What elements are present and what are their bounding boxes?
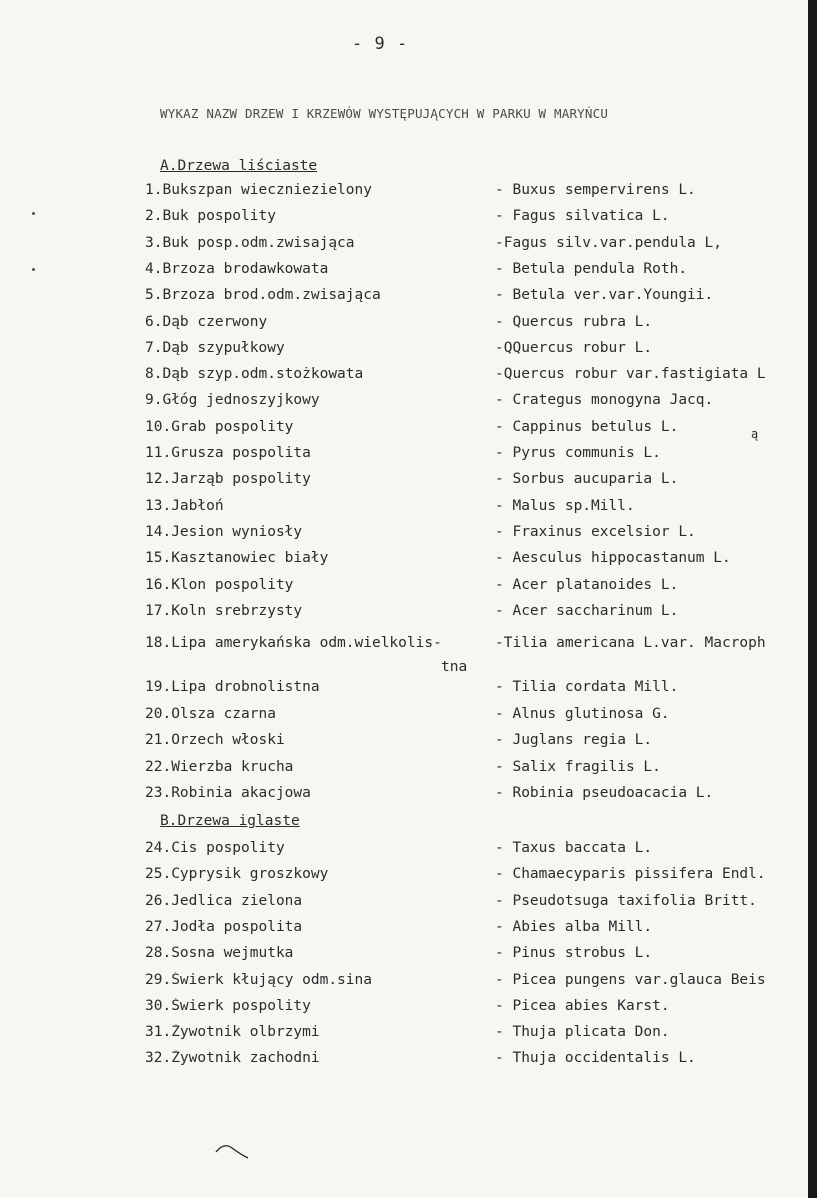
polish-name: 19.Lipa drobnolistna	[145, 679, 320, 695]
list-item	[145, 498, 808, 520]
list-item	[145, 679, 808, 701]
list-item	[145, 635, 808, 657]
polish-name: 22.Wierzba krucha	[145, 758, 294, 775]
latin-name: - Picea abies Karst.	[495, 997, 670, 1014]
document-heading: WYKAZ NAZW DRZEW I KRZEWÓW WYSTĘPUJĄCYCH W PARKU W MARYŃCU	[160, 106, 609, 121]
list-item	[145, 893, 808, 915]
latin-name: - Pseudotsuga taxifolia Britt.	[495, 892, 757, 909]
latin-name: - Alnus glutinosa G.	[495, 705, 670, 722]
latin-name: - Betula ver.var.Youngii.	[495, 287, 714, 304]
list-item	[145, 1050, 808, 1072]
latin-name: -Fagus silv.var.pendula L,	[495, 234, 722, 251]
polish-name: 16.Klon pospolity	[145, 576, 294, 593]
latin-name: - Quercus rubra L.	[495, 313, 653, 330]
polish-name: 13.Jabłoń	[145, 497, 224, 514]
polish-name: 10.Grab pospolity	[145, 418, 294, 435]
polish-name: 3.Buk posp.odm.zwisająca	[145, 234, 355, 251]
polish-name: 11.Grusza pospolita	[145, 445, 311, 461]
polish-name: 15.Kasztanowiec biały	[145, 550, 329, 567]
list-item	[145, 866, 808, 888]
latin-name: - Fraxinus excelsior L.	[495, 523, 696, 540]
section-title-deciduous: A.Drzewa liściaste	[160, 158, 318, 174]
polish-name: 14.Jesion wyniosły	[145, 523, 303, 540]
polish-name: 24.Cis pospolity	[145, 840, 285, 856]
polish-name: 32.Żywotnik zachodni	[145, 1050, 320, 1067]
latin-name: - Sorbus aucuparia L.	[495, 471, 679, 488]
list-item	[145, 1024, 808, 1046]
list-item	[145, 945, 808, 967]
polish-name: 9.Głóg jednoszyjkowy	[145, 392, 320, 409]
list-item	[145, 366, 808, 388]
polish-name: 12.Jarząb pospolity	[145, 471, 311, 488]
polish-name: 29.Świerk kłujący odm.sina	[145, 971, 372, 988]
list-item	[145, 706, 808, 728]
latin-name: - Acer saccharinum L.	[495, 602, 679, 619]
latin-name: - Robinia pseudoacacia L.	[495, 785, 714, 802]
list-item	[145, 972, 808, 994]
latin-name: - Juglans regia L.	[495, 732, 653, 749]
list-item	[145, 419, 808, 441]
latin-name: - Taxus baccata L.	[495, 840, 653, 856]
polish-name: 21.Orzech włoski	[145, 732, 285, 749]
latin-name: - Malus sp.Mill.	[495, 497, 635, 514]
latin-name: - Crategus monogyna Jacq.	[495, 392, 714, 409]
list-item	[145, 759, 808, 781]
list-item	[145, 919, 808, 941]
polish-name: 26.Jedlica zielona	[145, 892, 303, 909]
polish-name: 31.Żywotnik olbrzymi	[145, 1024, 320, 1041]
latin-name: - Thuja plicata Don.	[495, 1024, 670, 1041]
latin-name: - Pyrus communis L.	[495, 445, 661, 461]
latin-name: - Pinus strobus L.	[495, 945, 653, 962]
latin-name: - Acer platanoides L.	[495, 576, 679, 593]
latin-name: - Buxus sempervirens L.	[495, 182, 696, 198]
polish-name: 25.Cyprysik groszkowy	[145, 866, 329, 883]
item-18-continuation: tna	[441, 659, 468, 675]
polish-name: 4.Brzoza brodawkowata	[145, 260, 329, 277]
polish-name: 18.Lipa amerykańska odm.wielkolis-	[145, 635, 442, 651]
list-item	[145, 524, 808, 546]
page-number: - 9 -	[352, 34, 409, 54]
margin-mark: ą	[751, 427, 759, 441]
polish-name: 7.Dąb szypułkowy	[145, 339, 285, 356]
latin-name: -QQuercus robur L.	[495, 339, 653, 356]
list-item	[145, 550, 808, 572]
list-item	[145, 235, 808, 257]
latin-name: -Tilia americana L.var. Macroph	[495, 635, 766, 651]
polish-name: 2.Buk pospolity	[145, 208, 276, 225]
list-item	[145, 261, 808, 283]
list-item	[145, 182, 808, 204]
handwritten-stroke	[214, 1140, 250, 1162]
polish-name: 30.Świerk pospolity	[145, 997, 311, 1014]
latin-name: - Salix fragilis L.	[495, 758, 661, 775]
latin-name: - Tilia cordata Mill.	[495, 679, 679, 695]
polish-name: 5.Brzoza brod.odm.zwisająca	[145, 287, 381, 304]
latin-name: - Abies alba Mill.	[495, 918, 653, 935]
list-item	[145, 577, 808, 599]
list-item	[145, 732, 808, 754]
polish-name: 17.Koln srebrzysty	[145, 602, 303, 619]
list-item	[145, 287, 808, 309]
margin-dot	[32, 268, 35, 271]
list-item	[145, 314, 808, 336]
latin-name: - Thuja occidentalis L.	[495, 1050, 696, 1067]
latin-name: - Picea pungens var.glauca Beis	[495, 971, 766, 988]
polish-name: 8.Dąb szyp.odm.stożkowata	[145, 366, 364, 383]
list-item	[145, 445, 808, 467]
section-title-coniferous: B.Drzewa iglaste	[160, 813, 300, 829]
margin-dot	[32, 212, 35, 215]
polish-name: 23.Robinia akacjowa	[145, 785, 311, 802]
list-item	[145, 603, 808, 625]
polish-name: 6.Dąb czerwony	[145, 313, 268, 330]
polish-name: 1.Bukszpan wieczniezielony	[145, 182, 372, 198]
list-item	[145, 471, 808, 493]
latin-name: -Quercus robur var.fastigiata L	[495, 366, 766, 383]
list-item	[145, 840, 808, 862]
list-item	[145, 392, 808, 414]
latin-name: - Chamaecyparis pissifera Endl.	[495, 866, 766, 883]
latin-name: - Betula pendula Roth.	[495, 260, 688, 277]
list-item	[145, 340, 808, 362]
latin-name: - Fagus silvatica L.	[495, 208, 670, 225]
polish-name: 20.Olsza czarna	[145, 705, 276, 722]
list-item	[145, 785, 808, 807]
polish-name: 27.Jodła pospolita	[145, 918, 303, 935]
scan-edge	[808, 0, 817, 1198]
list-item	[145, 998, 808, 1020]
latin-name: - Aesculus hippocastanum L.	[495, 550, 731, 567]
latin-name: - Cappinus betulus L.	[495, 418, 679, 435]
list-item	[145, 208, 808, 230]
polish-name: 28.Sosna wejmutka	[145, 945, 294, 962]
